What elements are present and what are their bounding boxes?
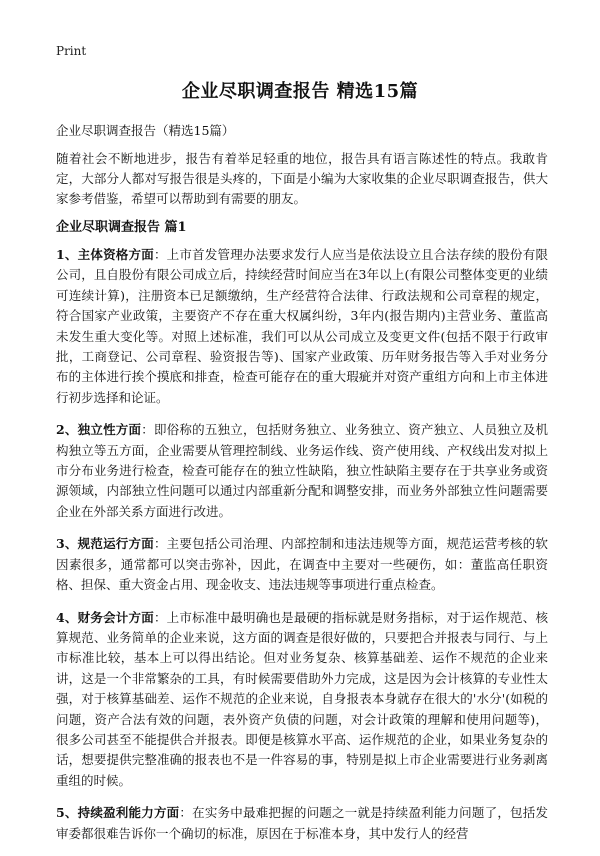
paragraph-lead: 5、持续盈利能力方面 xyxy=(56,805,180,821)
intro-paragraph: 随着社会不断地进步，报告有着举足轻重的地位，报告具有语言陈述性的特点。我敢肯定，大部分人都对写报告很是头疼的，下面是小编为大家收集的企业尽职调查报告，供大家参考借鉴，希望可以帮助到有需要的朋友。 xyxy=(56,151,548,206)
section-title: 企业尽职调查报告 篇1 xyxy=(56,220,187,235)
paragraph-lead: 4、财务会计方面 xyxy=(56,609,154,625)
paragraph-body: ：上市标准中最明确也是最硬的指标就是财务指标，对于运作规范、核算规范、业务简单的企业来说，这方面的调查是很好做的，只要把合并报表与同行、与上市标准比较，基本上可以得出结论。但对业务复杂、核算基础差、运作不规范的企业来讲，这是一个非常繁杂的工具，有时候需要借助外力完成，这是因为会计核算的专业性太强，对于核算基础差、运作不规范的企业来说，自身报表本身就存在很大的'水分'(如税的问题，资产合法有效的问题，表外资产负债的问题，对会计政策的理解和使用问题等)，很多公司甚至不能提供合并报表。即便是核算水平高、运作规范的企业，如果业务复杂的话，想要提供完整准确的报表也不是一件容易的事，特别是拟上市企业需要进行业务剥离重组的时候。 xyxy=(56,609,548,788)
paragraph-body: ：在实务中最难把握的问题之一就是持续盈利能力问题了，包括发审委都很难告诉你一个确切的标准，原因在于标准本身，其中发行人的经营 xyxy=(56,805,548,841)
print-link[interactable]: Print xyxy=(56,44,87,58)
paragraph-body: ：上市首发管理办法要求发行人应当是依法设立且合法存续的股份有限公司，且自股份有限公司成立后，持续经营时间应当在3年以上(有限公司整体变更的业绩可连续计算)，注册资本已足额缴纳，生产经营符合法律、行政法规和公司章程的规定，符合国家产业政策，主要资产不存在重大权属纠纷，3年内(报告期内)主营业务、董监高未发生重大变化等。对照上述标准，我们可以从公司成立及变更文件(包括不限于行政审批，工商登记、公司章程、验资报告等)、国家产业政策、历年财务报告等入手对业务分布的主体进行挨个摸底和排查，检查可能存在的重大瑕疵并对资产重组方向和上市主体进行初步选择和论证。 xyxy=(56,247,548,405)
paragraph-2 xyxy=(56,420,548,522)
paragraph-5 xyxy=(56,803,548,844)
document-subtitle: 企业尽职调查报告（精选15篇） xyxy=(56,123,235,138)
paragraph-lead: 3、规范运行方面 xyxy=(56,536,154,552)
paragraph-1 xyxy=(56,245,548,408)
paragraph-lead: 2、独立性方面 xyxy=(56,422,142,438)
document-title: 企业尽职调查报告 精选15篇 xyxy=(181,81,419,102)
paragraph-body: ：主要包括公司治理、内部控制和违法违规等方面，规范运营考核的软因素很多，通常都可以突击弥补，因此，在调查中主要对一些硬伤，如：董监高任职资格、担保、重大资金占用、现金收支、违法违规等事项进行重点检查。 xyxy=(56,536,548,593)
paragraph-body: ：即俗称的五独立，包括财务独立、业务独立、资产独立、人员独立及机构独立等五方面，企业需要从管理控制线、业务运作线、资产使用线、产权线出发对拟上市分布业务进行检查，检查可能存在的独立性缺陷，独立性缺陷主要存在于共享业务或资源领域，内部独立性问题可以通过内部重新分配和调整安排，而业务外部独立性问题需要企业在外部关系方面进行改进。 xyxy=(56,422,548,519)
paragraph-lead: 1、主体资格方面 xyxy=(56,247,154,262)
paragraph-3 xyxy=(56,534,548,595)
paragraph-list xyxy=(56,245,548,856)
paragraph-4 xyxy=(56,608,548,792)
